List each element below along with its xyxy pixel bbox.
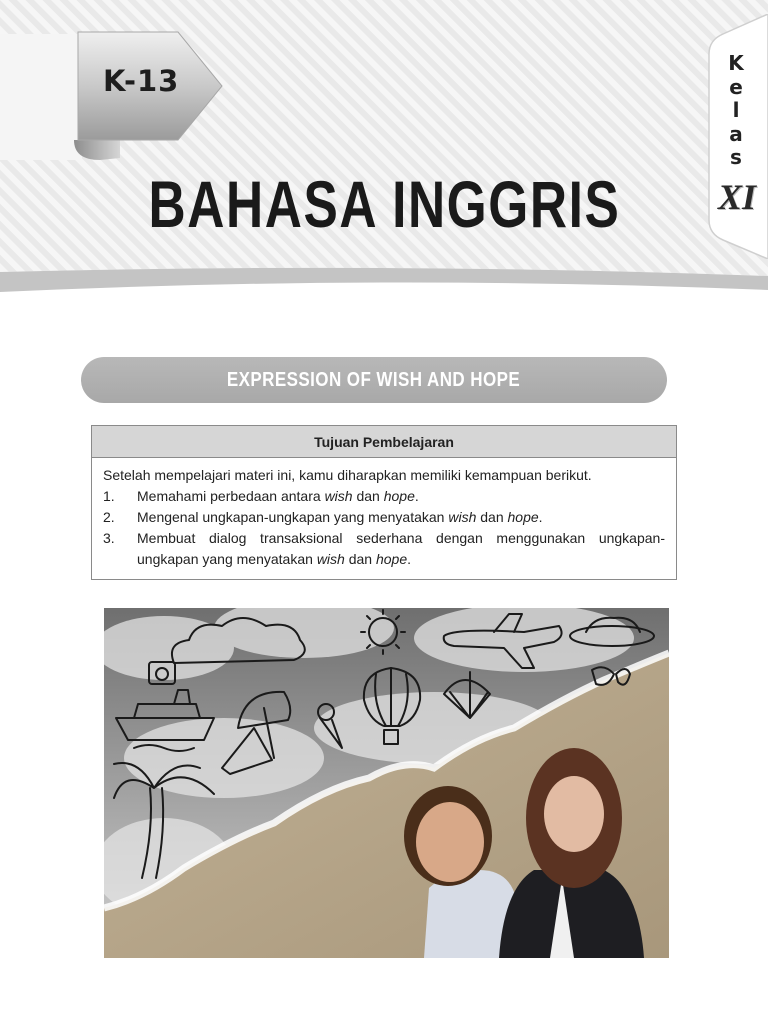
section-title-bar [81, 357, 667, 403]
section-title: EXPRESSION OF WISH AND HOPE [227, 368, 521, 391]
grade-letter: l [732, 98, 740, 122]
grade-letter: e [729, 74, 743, 99]
objectives-heading: Tujuan Pembelajaran [92, 426, 676, 458]
objectives-intro: Setelah mempelajari materi ini, kamu diharapkan memiliki kemampuan berikut. [103, 467, 592, 483]
grade-number: XI [717, 177, 757, 217]
objective-item [103, 486, 665, 507]
objective-number: 1. [103, 488, 115, 504]
objective-number: 3. [103, 530, 115, 546]
grade-letter: s [730, 145, 742, 169]
book-title-text: BAHASA INGGRIS [148, 167, 620, 241]
objective-item [103, 507, 665, 528]
book-title [0, 166, 768, 242]
learning-objectives-box [91, 425, 677, 580]
curriculum-label: K-13 [103, 64, 180, 98]
objective-text: Membuat dialog transaksional sederhana dengan menggunakan ungkapan-ungkapan yang menyatakan wish dan hope. [137, 530, 665, 567]
header-stripe-background [0, 0, 768, 300]
grade-letter: a [729, 121, 743, 146]
grade-letter: K [728, 51, 744, 75]
objective-text: Mengenal ungkapan-ungkapan yang menyatakan wish dan hope. [137, 509, 543, 525]
objective-item [103, 528, 665, 570]
objectives-body [92, 458, 676, 570]
page-header [0, 0, 768, 300]
objectives-list [103, 486, 665, 570]
objective-number: 2. [103, 509, 115, 525]
objective-text: Memahami perbedaan antara wish dan hope. [137, 488, 419, 504]
grade-label [712, 52, 760, 170]
cover-illustration [104, 608, 669, 958]
